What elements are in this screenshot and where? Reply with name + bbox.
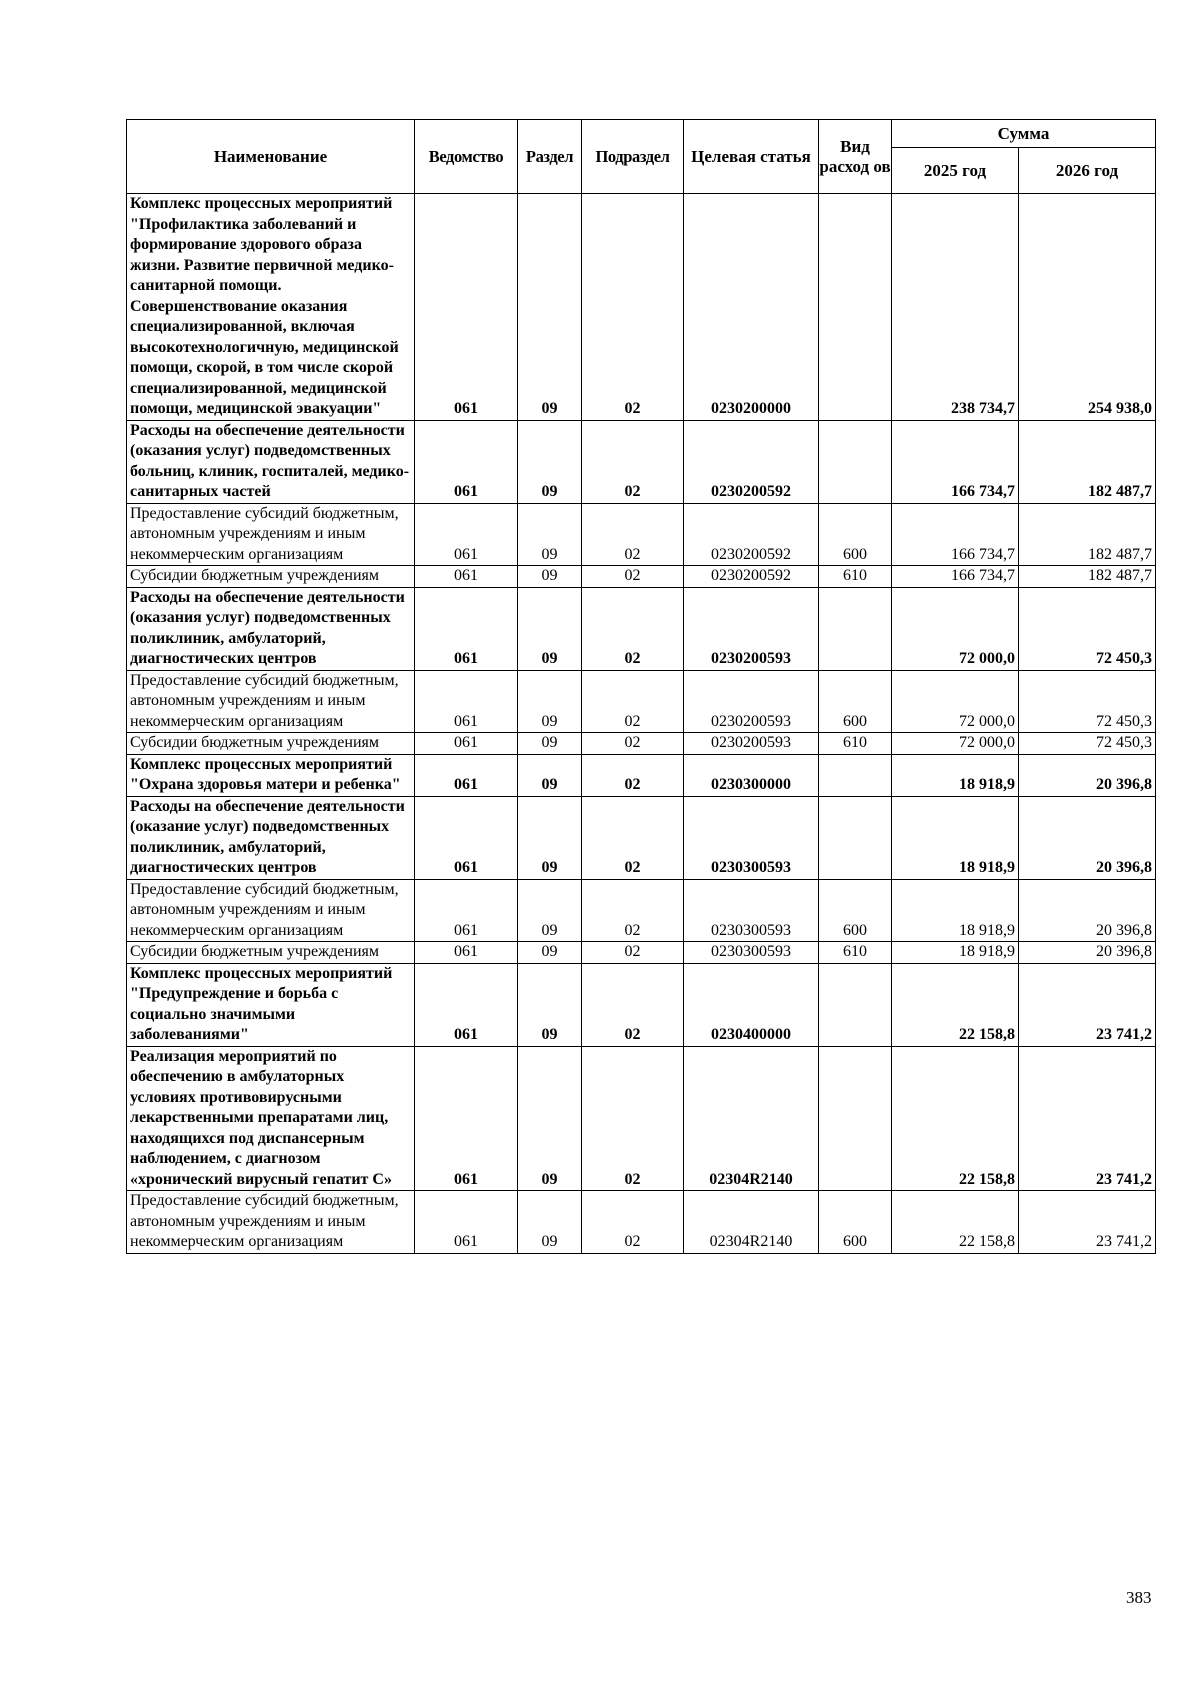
cell-2025: 238 734,7 [892,194,1019,421]
cell-section: 09 [518,503,582,566]
cell-subsection: 02 [582,420,684,503]
cell-target: 0230200000 [684,194,819,421]
cell-section: 09 [518,942,582,964]
cell-target: 0230200593 [684,587,819,670]
cell-2025: 72 000,0 [892,587,1019,670]
cell-exp-type [819,796,892,879]
cell-exp-type: 600 [819,670,892,733]
cell-name: Субсидии бюджетным учреждениям [127,566,415,588]
cell-target: 02304R2140 [684,1046,819,1191]
cell-name: Предоставление субсидий бюджетным, автономным учреждениям и иным некоммерческим организациям [127,1191,415,1254]
cell-name: Предоставление субсидий бюджетным, автономным учреждениям и иным некоммерческим организациям [127,670,415,733]
cell-target: 0230300593 [684,879,819,942]
cell-subsection: 02 [582,796,684,879]
table-row [127,1191,1156,1254]
cell-section: 09 [518,566,582,588]
cell-dept: 061 [415,733,518,755]
cell-2026: 182 487,7 [1019,566,1156,588]
cell-2026: 72 450,3 [1019,670,1156,733]
cell-exp-type [819,1046,892,1191]
cell-2026: 20 396,8 [1019,754,1156,796]
table-row [127,963,1156,1046]
cell-2026: 182 487,7 [1019,503,1156,566]
cell-section: 09 [518,420,582,503]
cell-name: Расходы на обеспечение деятельности (оказания услуг) подведомственных больниц, клиник, госпиталей, медико-санитарных частей [127,420,415,503]
cell-section: 09 [518,796,582,879]
cell-target: 0230200592 [684,503,819,566]
cell-exp-type: 610 [819,942,892,964]
cell-2026: 72 450,3 [1019,733,1156,755]
cell-exp-type [819,754,892,796]
cell-exp-type: 600 [819,879,892,942]
cell-2025: 22 158,8 [892,963,1019,1046]
cell-name: Расходы на обеспечение деятельности (оказания услуг) подведомственных поликлиник, амбулаторий, диагностических центров [127,587,415,670]
header-2025: 2025 год [892,148,1019,194]
cell-name: Комплекс процессных мероприятий "Предупреждение и борьба с социально значимыми заболеваниями" [127,963,415,1046]
cell-section: 09 [518,733,582,755]
cell-dept: 061 [415,1191,518,1254]
table-row [127,796,1156,879]
header-dept: Ведомство [415,120,518,194]
table-row [127,879,1156,942]
cell-dept: 061 [415,566,518,588]
cell-target: 0230200593 [684,670,819,733]
cell-exp-type [819,194,892,421]
cell-section: 09 [518,879,582,942]
cell-name: Реализация мероприятий по обеспечению в амбулаторных условиях противовирусными лекарственными препаратами лиц, находящихся под диспансерным наблюдением, с диагнозом «хронический вирусный гепатит С» [127,1046,415,1191]
cell-exp-type [819,587,892,670]
table-row [127,942,1156,964]
cell-dept: 061 [415,963,518,1046]
cell-dept: 061 [415,420,518,503]
cell-exp-type: 610 [819,566,892,588]
table-row [127,733,1156,755]
cell-subsection: 02 [582,670,684,733]
header-sum: Сумма [892,120,1156,148]
cell-section: 09 [518,194,582,421]
cell-2025: 166 734,7 [892,566,1019,588]
cell-subsection: 02 [582,1046,684,1191]
cell-name: Субсидии бюджетным учреждениям [127,733,415,755]
cell-exp-type [819,420,892,503]
cell-2025: 166 734,7 [892,503,1019,566]
table-body [127,194,1156,1254]
header-target: Целевая статья [684,120,819,194]
cell-subsection: 02 [582,1191,684,1254]
cell-2026: 20 396,8 [1019,942,1156,964]
cell-subsection: 02 [582,587,684,670]
cell-subsection: 02 [582,733,684,755]
cell-2025: 18 918,9 [892,754,1019,796]
cell-target: 0230200592 [684,420,819,503]
cell-target: 0230400000 [684,963,819,1046]
cell-2026: 20 396,8 [1019,879,1156,942]
cell-target: 0230200592 [684,566,819,588]
cell-exp-type: 610 [819,733,892,755]
cell-name: Расходы на обеспечение деятельности (оказание услуг) подведомственных поликлиник, амбулаторий, диагностических центров [127,796,415,879]
cell-section: 09 [518,963,582,1046]
cell-section: 09 [518,1046,582,1191]
cell-dept: 061 [415,194,518,421]
cell-2025: 72 000,0 [892,670,1019,733]
page-number: 383 [1126,1588,1152,1607]
cell-target: 02304R2140 [684,1191,819,1254]
cell-dept: 061 [415,503,518,566]
cell-subsection: 02 [582,942,684,964]
table-row [127,754,1156,796]
budget-table [126,119,1156,1254]
cell-2026: 72 450,3 [1019,587,1156,670]
cell-exp-type: 600 [819,1191,892,1254]
cell-section: 09 [518,754,582,796]
cell-target: 0230300000 [684,754,819,796]
cell-name: Субсидии бюджетным учреждениям [127,942,415,964]
cell-name: Комплекс процессных мероприятий "Профилактика заболеваний и формирование здорового образа жизни. Развитие первичной медико-санитарной помощи. Совершенствование оказания специализированной, включая высокотехнологичную, медицинской помощи, скорой, в том числе скорой специализированной, медицинской помощи, медицинской эвакуации" [127,194,415,421]
table-header [127,120,1156,194]
cell-2025: 72 000,0 [892,733,1019,755]
cell-2026: 23 741,2 [1019,1191,1156,1254]
cell-subsection: 02 [582,566,684,588]
cell-dept: 061 [415,587,518,670]
cell-section: 09 [518,670,582,733]
cell-dept: 061 [415,670,518,733]
cell-section: 09 [518,587,582,670]
cell-2026: 182 487,7 [1019,420,1156,503]
table-row [127,420,1156,503]
cell-name: Предоставление субсидий бюджетным, автономным учреждениям и иным некоммерческим организациям [127,503,415,566]
cell-2026: 23 741,2 [1019,1046,1156,1191]
header-section: Раздел [518,120,582,194]
cell-2025: 18 918,9 [892,942,1019,964]
cell-exp-type [819,963,892,1046]
table-row [127,587,1156,670]
cell-target: 0230200593 [684,733,819,755]
table-row [127,566,1156,588]
cell-2025: 18 918,9 [892,879,1019,942]
cell-2025: 22 158,8 [892,1191,1019,1254]
cell-dept: 061 [415,1046,518,1191]
header-2026: 2026 год [1019,148,1156,194]
cell-dept: 061 [415,942,518,964]
cell-dept: 061 [415,796,518,879]
cell-dept: 061 [415,754,518,796]
cell-2025: 22 158,8 [892,1046,1019,1191]
cell-2026: 20 396,8 [1019,796,1156,879]
table-row [127,194,1156,421]
cell-2025: 166 734,7 [892,420,1019,503]
table-row [127,1046,1156,1191]
table-row [127,503,1156,566]
cell-2025: 18 918,9 [892,796,1019,879]
cell-subsection: 02 [582,194,684,421]
cell-subsection: 02 [582,879,684,942]
cell-name: Предоставление субсидий бюджетным, автономным учреждениям и иным некоммерческим организациям [127,879,415,942]
cell-target: 0230300593 [684,942,819,964]
cell-exp-type: 600 [819,503,892,566]
cell-subsection: 02 [582,754,684,796]
cell-2026: 23 741,2 [1019,963,1156,1046]
header-exp-type: Вид расход ов [819,120,892,194]
cell-name: Комплекс процессных мероприятий "Охрана здоровья матери и ребенка" [127,754,415,796]
cell-target: 0230300593 [684,796,819,879]
cell-subsection: 02 [582,503,684,566]
cell-dept: 061 [415,879,518,942]
table-row [127,670,1156,733]
cell-subsection: 02 [582,963,684,1046]
cell-section: 09 [518,1191,582,1254]
header-name: Наименование [127,120,415,194]
cell-2026: 254 938,0 [1019,194,1156,421]
header-subsection: Подраздел [582,120,684,194]
